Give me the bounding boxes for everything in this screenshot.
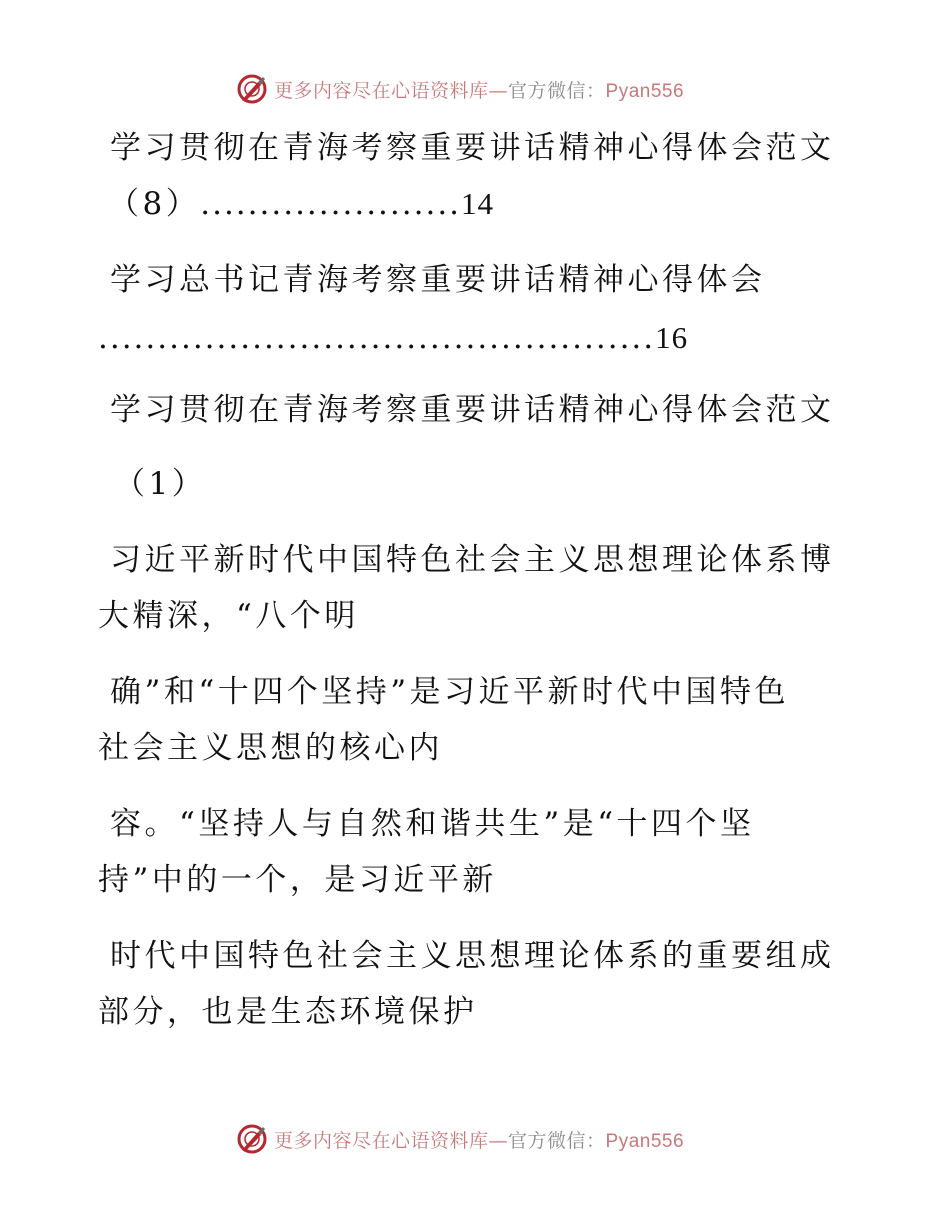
body-line-5: 容。“坚持人与自然和谐共生”是“十四个坚	[110, 806, 755, 842]
toc-entry-2-leader: ...............................................	[98, 320, 656, 356]
toc-entry-1-leader-line[interactable]	[108, 184, 494, 224]
body-line-8: 部分，也是生态环境保护	[98, 994, 478, 1030]
toc-entry-2-page: 16	[655, 320, 689, 355]
body-line-6: 持”中的一个，是习近平新	[98, 862, 497, 898]
body-line-7: 时代中国特色社会主义思想理论体系的重要组成	[110, 938, 835, 974]
watermark-text: 更多内容尽在心语资料库—官方微信：Pyan556	[274, 1129, 685, 1152]
body-line-2: 大精深，“八个明	[98, 598, 359, 634]
pen-logo-icon	[236, 1123, 268, 1155]
section-heading-line2: （1）	[114, 466, 207, 502]
toc-entry-2-leader-line[interactable]	[98, 318, 688, 358]
body-line-3: 确”和“十四个坚持”是习近平新时代中国特色	[110, 674, 790, 710]
body-line-4: 社会主义思想的核心内	[98, 730, 443, 766]
pen-logo-icon	[236, 73, 268, 105]
header-watermark	[236, 72, 684, 106]
toc-entry-1-suffix: （8）	[108, 186, 201, 222]
toc-entry-1-leader: ......................	[200, 186, 462, 222]
footer-watermark	[236, 1122, 684, 1156]
body-line-1: 习近平新时代中国特色社会主义思想理论体系博	[110, 542, 835, 578]
section-heading-line1: 学习贯彻在青海考察重要讲话精神心得体会范文	[110, 392, 835, 428]
toc-entry-2-title[interactable]: 学习总书记青海考察重要讲话精神心得体会	[110, 262, 766, 298]
toc-entry-1-title[interactable]: 学习贯彻在青海考察重要讲话精神心得体会范文	[110, 130, 835, 166]
watermark-text: 更多内容尽在心语资料库—官方微信：Pyan556	[274, 79, 685, 102]
toc-entry-1-page: 14	[461, 186, 495, 221]
